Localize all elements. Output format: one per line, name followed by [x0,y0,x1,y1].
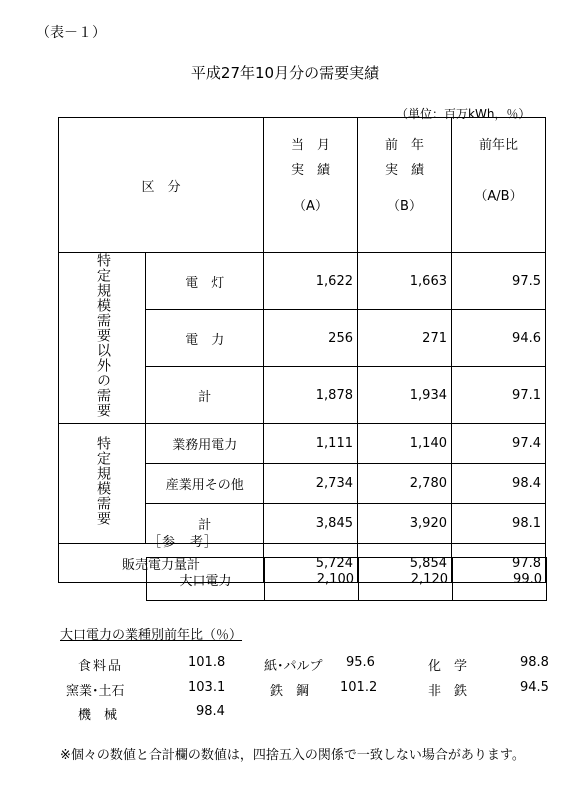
value-b: 271 [358,310,452,367]
large-power-b: 2,120 [359,558,453,601]
demand-table [58,117,546,583]
large-power-label: 大口電力 [147,558,265,601]
total-a: 5,724 [264,544,358,583]
value-a: 256 [264,310,358,367]
industry-value: 101.2 [340,680,378,695]
value-a: 1,622 [264,253,358,310]
table-row [59,253,546,310]
group-label [59,424,146,544]
value-ratio: 94.6 [452,310,546,367]
header-category: 区 分 [59,118,264,253]
total-label: 販売電力量計 [59,544,264,583]
industry-value: 98.4 [196,704,225,719]
industry-name: 非 鉄 [428,684,468,699]
row-label: 計 [146,504,264,544]
header-ratio-line2: （A/B） [474,188,523,204]
header-prev-line2: 実 績 [384,162,424,178]
large-power-row [147,558,547,601]
header-prev-line3: （B） [387,199,422,215]
group-label-text: 特定規模需要以外の需要 [94,253,111,418]
value-a: 1,878 [264,367,358,424]
value-ratio: 97.4 [452,424,546,464]
row-label: 計 [146,367,264,424]
value-a: 1,111 [264,424,358,464]
row-label: 電 力 [146,310,264,367]
total-ratio: 97.8 [452,544,546,583]
value-b: 1,140 [358,424,452,464]
row-label: 産業用その他 [146,464,264,504]
value-ratio: 98.4 [452,464,546,504]
industry-value: 101.8 [188,655,226,670]
value-b: 1,663 [358,253,452,310]
header-ratio-line1: 前年比 [478,138,518,153]
value-a: 2,734 [264,464,358,504]
large-power-table [146,557,547,601]
header-current-line3: （A） [293,199,328,215]
industry-name: 機 械 [78,708,118,723]
industry-value: 94.5 [520,680,549,695]
header-current-line2: 実 績 [290,162,330,178]
value-b: 2,780 [358,464,452,504]
footnote: ※個々の数値と合計欄の数値は，四捨五入の関係で一致しない場合があります。 [60,748,525,763]
large-power-a: 2,100 [265,558,359,601]
value-b: 3,920 [358,504,452,544]
row-label: 業務用電力 [146,424,264,464]
large-power-ratio: 99.0 [453,558,547,601]
industry-name: 食料品 [78,659,124,674]
header-prev [358,118,452,253]
industry-name: 窯業･土石 [66,684,125,699]
industry-value: 103.1 [188,680,226,695]
industry-value: 98.8 [520,655,549,670]
header-prev-line1: 前 年 [384,138,424,153]
industry-heading: 大口電力の業種別前年比（％） [60,628,243,643]
page-title: 平成27年10月分の需要実績 [190,64,380,82]
value-b: 1,934 [358,367,452,424]
group-label-text: 特定規模需要 [94,436,111,527]
header-ratio [452,118,546,253]
value-ratio: 97.1 [452,367,546,424]
value-ratio: 98.1 [452,504,546,544]
table-tag: （表－１） [36,25,106,41]
unit-note: （単位：百万kWh，％） [396,107,531,121]
table-row [59,424,546,464]
group-label [59,253,146,424]
value-ratio: 97.5 [452,253,546,310]
value-a: 3,845 [264,504,358,544]
industry-name: 鉄 鋼 [270,684,310,699]
industry-name: 紙･パルプ [264,659,323,674]
industry-name: 化 学 [428,659,468,674]
total-b: 5,854 [358,544,452,583]
header-current [264,118,358,253]
row-label: 電 灯 [146,253,264,310]
industry-value: 95.6 [346,655,375,670]
header-current-line1: 当 月 [290,138,330,153]
header-row [59,118,546,253]
reference-label: ［参 考］ [148,535,219,550]
